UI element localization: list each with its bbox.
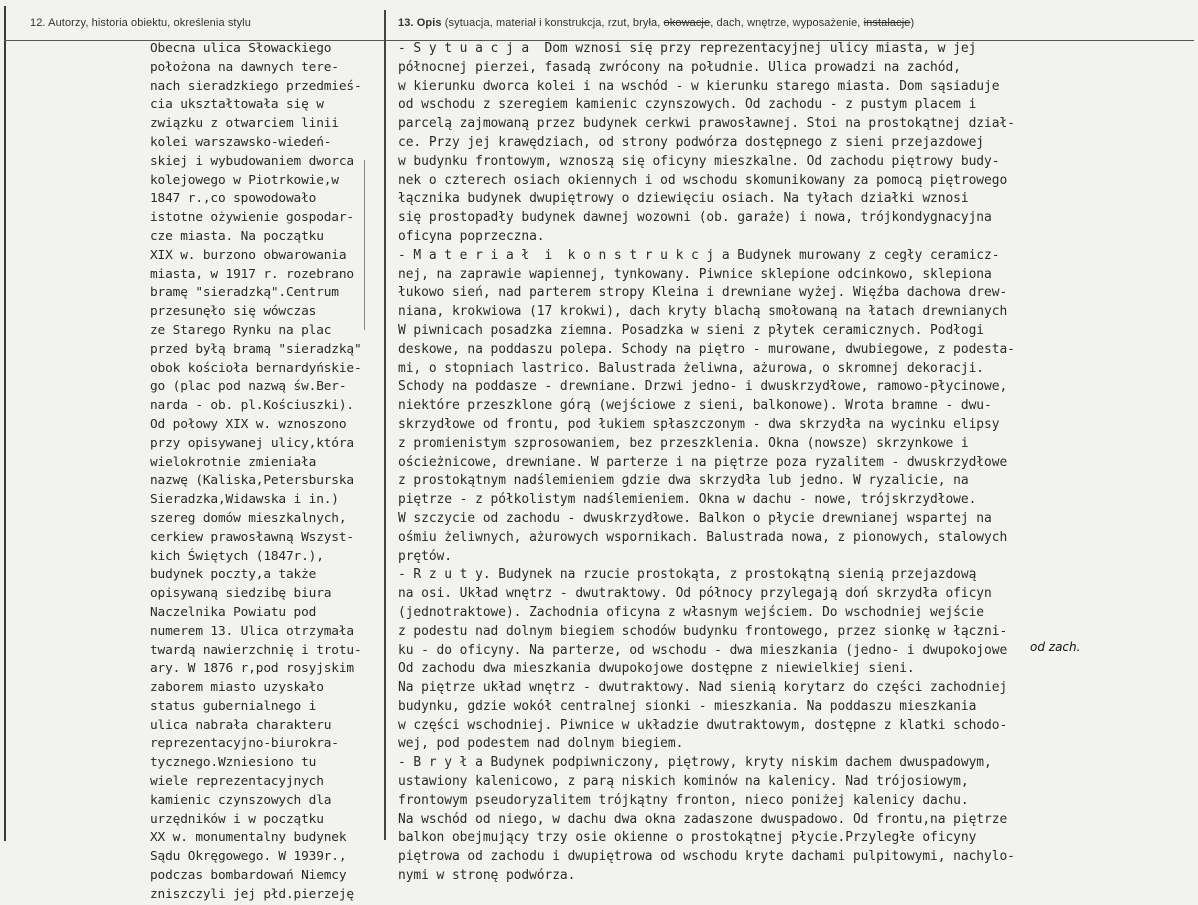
description-text-line: ośmiu żeliwnych, ażurowych wspornikach. Balustrada nowa, z pionowych, stalowych [398, 529, 1008, 545]
history-text-line: przed byłą bramą "sieradzką" [150, 341, 362, 357]
description-text-line: deskowe, na poddaszu polepa. Schody na piętro - murowane, dwubiegowe, z podesta- [398, 341, 1015, 357]
history-column [150, 40, 390, 905]
section-13-header [398, 17, 914, 29]
history-text-line: nazwę (Kaliska,Petersburska [150, 473, 354, 489]
history-text-line: Sądu Okręgowego. W 1939r., [150, 849, 347, 865]
description-text-line: w budynku frontowym, wznoszą się oficyny mieszkalne. Od zachodu piętrowy budy- [398, 153, 1000, 169]
description-text-line: - R z u t y. Budynek na rzucie prostokąta, z prostokątną sienią przejazdową [398, 567, 977, 583]
history-text-line: podczas bombardowań Niemcy [150, 868, 347, 884]
description-text-line: ce. Przy jej krawędziach, od strony podwórza dostępnego z sieni przejazdowej [398, 134, 985, 150]
history-text-line: kich Świętych (1847r.), [150, 548, 324, 564]
history-text-line: Obecna ulica Słowackiego [150, 41, 332, 56]
history-text-line: związku z otwarciem linii [150, 116, 339, 132]
description-text-line: niektóre przeszklone górą (wejściowe z sieni, balkonowe). Wrota bramne - dwu- [398, 398, 992, 414]
history-text-line: opisywaną siedzibę biura [150, 586, 332, 602]
history-text-line: cia ukształtowała się w [150, 97, 324, 113]
history-text-line: status gubernialnego i [150, 698, 317, 714]
history-text-line: ulica nabrała charakteru [150, 717, 332, 733]
description-text-line: Na piętrze układ wnętrz - dwutraktowy. Nad sienią korytarz do części zachodniej [398, 680, 1008, 696]
history-text-line: szereg domów mieszkalnych, [150, 510, 347, 526]
description-text-line: prętów. [398, 548, 452, 564]
description-text-line: W szczycie od zachodu - dwuskrzydłowe. Balkon o płycie drewnianej wspartej na [398, 510, 992, 526]
description-text-line: balkon obejmujący trzy osie okienne o prostokątnej płycie.Przyległe oficyny [398, 830, 977, 846]
description-column [398, 40, 1190, 886]
description-text-line: na osi. Układ wnętrz - dwutraktowy. Od północy przylegają doń skrzydła oficyn [398, 586, 992, 602]
description-text-line: w kierunku dworca kolei i na wschód - w kierunku starego miasta. Dom sąsiaduje [398, 78, 1000, 94]
section-13-struck-okowacje: okowacje [663, 17, 711, 29]
description-text-line: północnej pierzei, fasadą zwrócony na południe. Ulica prowadzi na zachód, [398, 59, 961, 75]
section-13-fields-mid: , dach, wnętrze, wyposażenie, [710, 17, 864, 29]
description-text-line: z promienistym szprosowaniem, bez przeszklenia. Okna (nowsze) skrzynkowe i [398, 435, 969, 451]
description-text-line: nymi w stronę podwórza. [398, 868, 576, 884]
description-text-line: od wschodu z szeregiem kamienic czynszowych. Od zachodu - z pustym placem i [398, 97, 977, 113]
description-text-line: ościeżnicowe, drewniane. W parterze i na piętrze poza ryzalitem - dwuskrzydłowe [398, 454, 1008, 470]
section-13-struck-instalacje: instalacje [863, 17, 911, 29]
history-text-line: miasta, w 1917 r. rozebrano [150, 266, 354, 282]
description-text-line: mi, o stopniach lastrico. Balustrada żeliwna, ażurowa, o skromnej dekoracji. [398, 360, 985, 376]
description-text-line: niana, krokwiowa (17 krokwi), dach kryty blachą smołowaną na łatach drewnianych [398, 304, 1008, 320]
history-text-line: ze Starego Rynku na plac [150, 322, 332, 338]
description-text-line: nek o czterech osiach okiennych i od wschodu skomunikowany za pomocą piętrowego [398, 172, 1008, 188]
history-text-line: reprezentacyjno-biurokra- [150, 736, 339, 752]
history-text-line: kolei warszawsko-wiedeń- [150, 134, 332, 150]
description-text-line: W piwnicach posadzka ziemna. Posadzka w sieni z płytek ceramicznych. Podłogi [398, 322, 985, 338]
history-text-line: obok kościoła bernardyńskie- [150, 360, 362, 376]
description-text-line: Na wschód od niego, w dachu dwa okna zadaszone dwuspadowo. Od frontu,na piętrze [398, 811, 1008, 827]
history-text-line: wiele reprezentacyjnych [150, 774, 324, 790]
section-13-fields: (sytuacja, materiał i konstrukcja, rzut, bryła, [444, 17, 664, 29]
history-text-line: Naczelnika Powiatu pod [150, 604, 317, 620]
history-text-line: urzędników i w początku [150, 811, 324, 827]
description-text-line: frontowym pseudoryzalitem trójkątny fronton, nieco poniżej kalenicy dachu. [398, 792, 969, 808]
history-text-line: bramę "sieradzką".Centrum [150, 285, 339, 301]
history-text-line: istotne ożywienie gospodar- [150, 210, 354, 226]
description-text-line: ustawiony kalenicowo, z parą niskich kominów na kalenicy. Nad trójosiowym, [398, 774, 969, 790]
history-text-line: budynek poczty,a także [150, 567, 317, 583]
history-text-line: ary. W 1876 r,pod rosyjskim [150, 661, 354, 677]
section-12-header: 12. Autorzy, historia obiektu, określenia stylu [30, 17, 251, 29]
history-text-line: cerkiew prawosławną Wszyst- [150, 529, 354, 545]
description-text-line: w części wschodniej. Piwnice w układzie dwutraktowym, dostępne z klatki schodo- [398, 717, 1008, 733]
description-text-line: budynku, gdzie wokół centralnej sionki - mieszkania. Na poddaszu mieszkania [398, 698, 977, 714]
description-text-line: - B r y ł a Budynek podpiwniczony, piętrowy, kryty niskim dachem dwuspadowym, [398, 755, 992, 771]
history-text-line: położona na dawnych tere- [150, 59, 339, 75]
history-text-line: tycznego.Wzniesiono tu [150, 755, 317, 771]
history-text-line: go (plac pod nazwą św.Ber- [150, 379, 347, 395]
description-text-line: Od zachodu dwa mieszkania dwupokojowe dostępne z niewielkiej sieni. [398, 661, 915, 677]
history-text-line: zniszczyli jej płd.pierzeję [150, 886, 354, 902]
description-text-line: (jednotraktowe). Zachodnia oficyna z własnym wejściem. Do wschodniej wejście [398, 604, 985, 620]
history-text-line: twardą nawierzchnię i trotu- [150, 642, 362, 658]
description-text-line: piętrze - z półkolistym nadślemieniem. Okna w dachu - nowe, trójskrzydłowe. [398, 492, 977, 508]
description-text-line: łącznika budynek dwupiętrowy o dziewięciu osiach. Na tyłach działki wznosi [398, 191, 969, 207]
history-text-line: Sieradzka,Widawska i in.) [150, 492, 339, 508]
history-text-line: zaborem miasto uzyskało [150, 680, 324, 696]
history-text-line: numerem 13. Ulica otrzymała [150, 623, 354, 639]
description-text-line: się prostopadły budynek dawnej wozowni (ob. garaże) i nowa, trójkondygnacyjna [398, 210, 992, 226]
history-text-line: przy opisywanej ulicy,która [150, 435, 354, 451]
history-text-line: przesunęło się wówczas [150, 304, 317, 320]
description-text-line: - S y t u a c j a Dom wznosi się przy reprezentacyjnej ulicy miasta, w jej [398, 41, 977, 56]
history-text-line: XIX w. burzono obwarowania [150, 247, 347, 263]
description-text-line: nej, na zaprawie wapiennej, tynkowany. Piwnice sklepione odcinkowo, sklepiona [398, 266, 992, 282]
history-text-line: kolejowego w Piotrkowie,w [150, 172, 339, 188]
description-text-line: wej, pod podestem nad dolnym biegiem. [398, 736, 684, 752]
description-text-line: łukowo sień, nad parterem stropy Kleina i drewniane wyżej. Więźba dachowa drew- [398, 285, 1008, 301]
history-text-line: narda - ob. pl.Kościuszki). [150, 398, 354, 414]
history-text-line: Od połowy XIX w. wznoszono [150, 416, 347, 432]
section-13-fields-end: ) [910, 17, 915, 29]
card-left-border [4, 6, 6, 841]
history-text-line: nach sieradzkiego przedmieś- [150, 78, 362, 94]
description-text-line: z podestu nad dolnym biegiem schodów budynku frontowego, przez sionkę w łączni- [398, 623, 1008, 639]
description-text-line: skrzydłowe od frontu, pod łukiem spłaszczonym - dwa skrzydła na wycinku elipsy [398, 416, 1000, 432]
description-text-line: Schody na poddasze - drewniane. Drzwi jedno- i dwuskrzydłowe, ramowo-płycinowe, [398, 379, 1008, 395]
history-text-line: skiej i wybudowaniem dworca [150, 153, 354, 169]
description-text-line: - M a t e r i a ł i k o n s t r u k c j a Budynek murowany z cegły ceramicz- [398, 247, 1000, 263]
description-text-line: piętrowa od zachodu i dwupiętrowa od wschodu kryte dachami pulpitowymi, nachylo- [398, 849, 1015, 865]
history-text-line: kamienic czynszowych dla [150, 792, 332, 808]
description-text-line: ku - do oficyny. Na parterze, od wschodu - dwa mieszkania (jedno- i dwupokojowe [398, 642, 1008, 658]
description-text-line: parcelą zajmowaną przez budynek cerkwi prawosławnej. Stoi na prostokątnej dział- [398, 116, 1015, 132]
description-text-line: oficyna poprzeczna. [398, 228, 545, 244]
history-text-line: 1847 r.,co spowodowało [150, 191, 317, 207]
handwritten-annotation: od zach. [1030, 640, 1081, 654]
history-text-line: cze miasta. Na początku [150, 228, 324, 244]
history-text-line: wielokrotnie zmieniała [150, 454, 317, 470]
description-text-line: z prostokątnym nadślemieniem gdzie dwa skrzydła lub jedno. W ryzalicie, na [398, 473, 969, 489]
section-13-prefix: 13. Opis [398, 17, 445, 29]
history-text-line: XX w. monumentalny budynek [150, 830, 347, 846]
